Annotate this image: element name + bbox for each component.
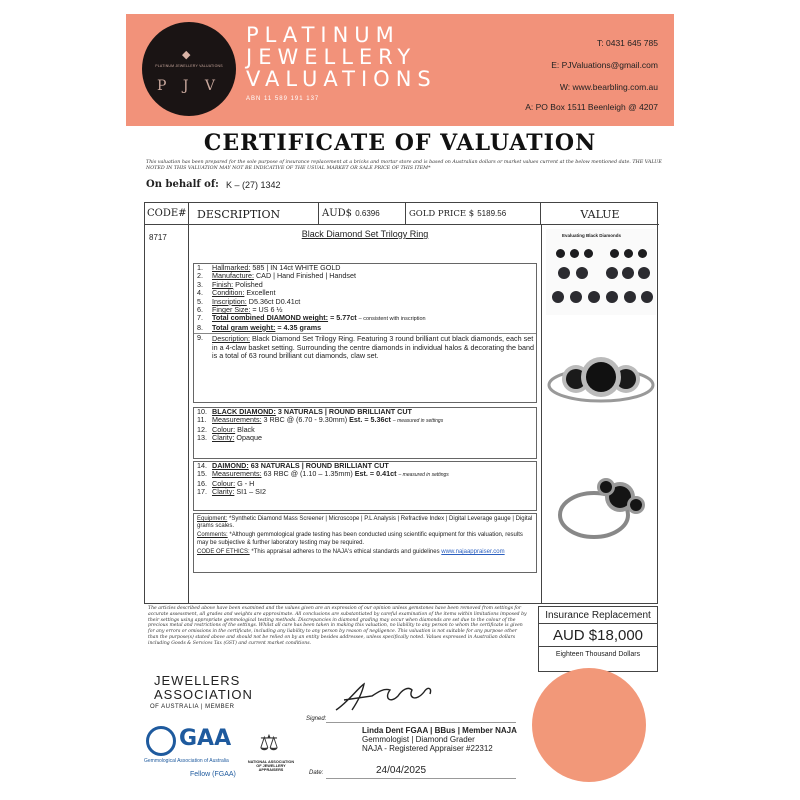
header-value: VALUE <box>541 203 659 225</box>
grader-role: Gemmologist | Diamond Grader <box>362 735 475 744</box>
black-diamond-clarity: 13. Clarity: Opaque <box>197 433 262 443</box>
detail-row: 1. Hallmarked: 585 | IN 14ct WHITE GOLD <box>197 263 341 272</box>
grader-details <box>362 726 517 753</box>
total-diamond-weight: 7. Total combined DIAMOND weight: = 5.77ct – consistent with inscription <box>197 313 426 323</box>
header-gold-price <box>406 203 541 225</box>
diamond-section <box>193 461 537 511</box>
ring-front-image <box>546 337 656 427</box>
behalf-value: K – (27) 1342 <box>226 180 281 190</box>
valuation-date: 24/04/2025 <box>376 765 427 776</box>
disclaimer-text: The articles described above have been examined and the values given are an expression of our opinion unless gemstones have been removed from settings for accurate assessment, all grades and weights are approximate. All conclusions are substantiated by careful examination of the items within limitations imposed by their settings using appropriate gemmological testing methods. Discrepancies in diamond grading may occur when diamonds are set due to the colour of the precious metal and restrictions of the settings. Whilst all care has been taken in making this valuation, no liability to any person to whom the certificate is given for any errors or omissions in the certificate, including any liability to any person by reason of negligence. This valuation is not suitable for any purpose other than the purpose(s) stated above and should not be relied on by an entity besides addressee, unless specifically noted. Values expressed in Australian dollars including Goods & Services Tax (GST) and current market conditions. <box>148 606 527 646</box>
date-line <box>326 778 516 779</box>
item-title: Black Diamond Set Trilogy Ring <box>301 229 429 239</box>
ja-member: OF AUSTRALIA | MEMBER <box>150 704 235 710</box>
gaa-fellow: Fellow (FGAA) <box>190 771 236 778</box>
diamond-icon: ◆ <box>182 49 191 61</box>
ethics-note: CODE OF ETHICS: *This appraisal adheres to the NAJA's ethical standards and guidelines www.najaappraiser.com <box>197 548 505 555</box>
contact-phone: T: 0431 645 785 <box>597 38 658 48</box>
equipment-note: Equipment: *Synthetic Diamond Mass Screener | Microscope | P.L Analysis | Refractive Index | Digital Leverage gauge | Digital grams scales. <box>197 516 533 530</box>
signature-line <box>326 722 516 723</box>
total-gram-weight: 8. Total gram weight: = 4.35 grams <box>197 322 322 332</box>
ja-line1: JEWELLERS <box>154 673 241 688</box>
contact-website[interactable]: W: www.bearbling.com.au <box>559 82 658 92</box>
grader-registration: NAJA - Registered Appraiser #22312 <box>362 744 493 753</box>
gold-value: 5189.56 <box>477 209 507 218</box>
jewellers-association-logo <box>154 674 264 702</box>
item-details <box>193 263 537 403</box>
contact-address: A: PO Box 1511 Beenleigh @ 4207 <box>525 102 658 112</box>
code-column <box>145 225 189 603</box>
scales-icon: ⚖ <box>259 730 279 755</box>
gaa-logo: GAA <box>179 726 232 751</box>
chart-title: Evaluating Black Diamonds <box>562 233 622 238</box>
intro-text: This valuation has been prepared for the sole purpose of insurance replacement at a bricks and mortar store and is based on Australian dollars or market values current at the below mentioned date. THE VALUE NOTED IN THIS VALUATION MAY NOT BE INDICATIVE OF THE USUAL MARKET OR SALE PRICE OF THIS ITEM* <box>146 160 662 171</box>
black-diamond-measurements: 11. Measurements: 3 RBC @ (6.70 - 9.30mm) Est. = 5.36ct – measured in settings <box>197 415 444 425</box>
detail-row: 4. Condition: Excellent <box>197 288 276 298</box>
logo-initials: P J V <box>156 78 222 94</box>
valuation-table <box>144 202 658 604</box>
gaa-emblem-icon <box>146 726 176 756</box>
item-code: 8717 <box>149 233 167 242</box>
detail-row: 6. Finger Size: = US 6 ½ <box>197 305 283 315</box>
grader-name: Linda Dent FGAA | BBus | Member NAJA <box>362 726 517 735</box>
diamond-colour: 16. Colour: G - H <box>197 478 255 488</box>
black-diamond-colour: 12. Colour: Black <box>197 424 255 434</box>
logo-text: PLATINUM JEWELLERY VALUATIONS <box>155 64 223 68</box>
aud-label: AUD$ <box>322 208 353 219</box>
black-diamond-heading: 10. BLACK DIAMOND: 3 NATURALS | ROUND BRILLIANT CUT <box>197 407 412 416</box>
header-description: DESCRIPTION <box>189 203 319 225</box>
brand-line: PLATINUM <box>246 23 400 47</box>
insurance-box <box>538 606 658 672</box>
detail-row: 3. Finish: Polished <box>197 279 263 289</box>
insurance-words: Eighteen Thousand Dollars <box>555 651 641 658</box>
naja-link[interactable]: www.najaappraiser.com <box>441 548 505 555</box>
behalf-label: On behalf of: <box>146 179 219 190</box>
contact-email[interactable]: E: PJValuations@gmail.com <box>551 60 658 70</box>
item-description: 9. Description: Black Diamond Set Trilogy Ring. Featuring 3 round brilliant cut black diamonds, each set in a 4-claw basket setting. Surrounding the centre diamonds in individual halos & decorating the band is a total of 63 round brilliant cut diamonds, claw set. <box>194 333 536 360</box>
certificate-page <box>126 14 674 796</box>
ja-line2: ASSOCIATION <box>154 687 253 702</box>
notes-section <box>193 513 537 573</box>
brand-line: VALUATIONS <box>246 67 437 91</box>
seal-stamp <box>532 668 646 782</box>
insurance-label: Insurance Replacement <box>545 610 651 621</box>
detail-row: 2. Manufacture: CAD | Hand Finished | Handset <box>197 271 356 281</box>
header-banner <box>126 14 674 126</box>
black-diamond-section <box>193 407 537 459</box>
insurance-value: AUD $18,000 <box>539 623 657 647</box>
diamond-measurements: 15. Measurements: 63 RBC @ (1.10 – 1.35mm) Est. = 0.41ct – measured in settings <box>197 469 449 479</box>
detail-row: 5. Inscription: D5.36ct D0.41ct <box>197 296 301 306</box>
header-aud <box>319 203 406 225</box>
brand-line: JEWELLERY <box>246 45 417 69</box>
signed-label: Signed: <box>306 716 327 722</box>
header-code: CODE# <box>145 203 189 225</box>
brand-name <box>246 24 437 90</box>
diamond-clarity: 17. Clarity: SI1 – SI2 <box>197 487 266 497</box>
abn-number: ABN 11 589 191 137 <box>246 96 320 102</box>
value-column <box>541 225 659 603</box>
certificate-title: CERTIFICATE OF VALUATION <box>203 130 597 156</box>
aud-value: 0.6396 <box>355 209 380 218</box>
black-diamond-chart-image <box>546 229 656 315</box>
diamond-heading: 14. DAIMOND: 63 NATURALS | ROUND BRILLIANT CUT <box>197 461 389 470</box>
naja-logo-text: NATIONAL ASSOCIATION OF JEWELLERY APPRAISERS <box>247 760 295 772</box>
logo <box>142 22 236 116</box>
comments-note: Comments: *Although gemmological grade testing has been conducted using scientific equipment for this valuation, results may be subjective & further laboratory testing may be required. <box>197 532 523 546</box>
gaa-subtitle: Gemmological Association of Australia <box>144 758 229 764</box>
date-label: Date: <box>309 770 324 776</box>
signature-image <box>332 678 436 716</box>
gold-label: GOLD PRICE $ <box>409 209 475 219</box>
ring-side-image <box>546 457 656 549</box>
